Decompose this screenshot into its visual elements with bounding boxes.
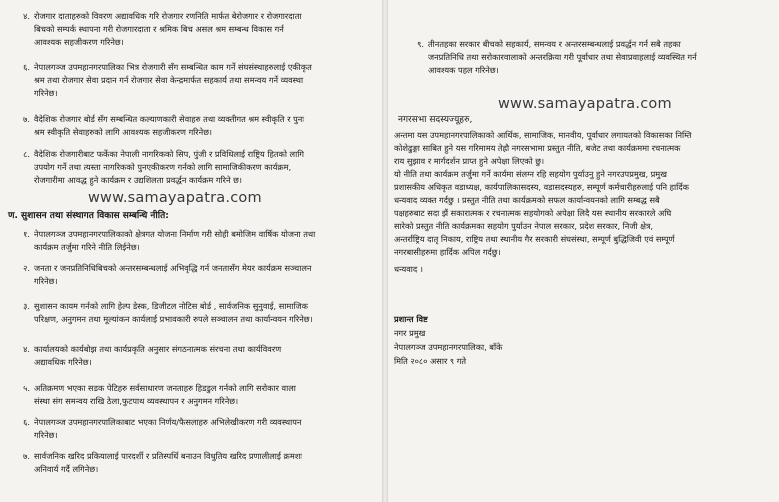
paragraph-line: यो नीति तथा कार्यक्रम तर्जुमा गर्ने कार्यमा संलग्न रहि सहयोग पुर्याउनु हुने नगरउपप्रमुख, प्रमुख xyxy=(394,169,667,179)
item-line: अतिक्रमण भएका सडक पेटिहरु सर्वसाधारण जनताहरु हिडडुल गर्नको लागि सरोकार वाला xyxy=(34,383,296,393)
item-line: उपयोग गर्ने तथा त्यस्ता नागरिकको पुनएकीकरण गर्नको लागि सामाजिकीकरण कार्यक्रम, xyxy=(34,162,292,172)
item-number: १. xyxy=(23,229,30,239)
item-line: श्रम स्वीकृति सेवाहरुको लागि आवश्यक सहजीकरण गरिनेछ। xyxy=(34,127,213,137)
item-line: गरिनेछ। xyxy=(34,430,58,440)
item-line: परिक्षण, अनुगमन तथा मूल्यांकन कार्यलाई प्रभावकारी रुपले सञ्चालन तथा कार्यान्वयन गरिनेछ। xyxy=(34,314,313,324)
item-number: ७. xyxy=(23,451,30,461)
item-number: ७. xyxy=(23,114,30,124)
item-line: अनिवार्य गर्दै लगिनेछ। xyxy=(34,464,99,474)
item-line: सार्वजनिक खरिद प्रकियालाई पारदर्शी र प्रतिस्पर्धि बनाउन विधुतिय खरिद प्रणालीलाई क्रमशः xyxy=(34,451,302,461)
watermark: www.samayapatra.com xyxy=(498,96,672,112)
item-number: ८. xyxy=(23,149,30,159)
paragraph-line: पक्षहरुबाट सदा झैं सकारात्मक र रचनात्मक सहयोगको अपेक्षा लिदै यस स्थानीय सरकारले अघि xyxy=(394,208,672,218)
signatory-title: नगर प्रमुख xyxy=(394,328,426,338)
signatory-office: नेपालगञ्ज उपमहानगरपालिका, बाँके xyxy=(394,342,503,352)
item-line: सुशासन कायम गर्नको लागि हेल्प डेस्क, डिजीटल नोटिस बोर्ड , सार्वजनिक सुनुवाई, सामाजिक xyxy=(34,301,308,311)
paragraph-line: धन्यवाद व्यक्त गर्दछु । प्रस्तुत नीति तथा कार्यक्रमको सफल कार्यान्वयनको लागि सम्बद्ध सबै xyxy=(394,195,660,205)
item-line: संस्था संग समन्वय राखि ठेला,फुटपाथ व्यवस्थापन र अनुगमन गरिनेछ। xyxy=(34,396,239,406)
item-number: ५. xyxy=(23,383,30,393)
watermark: www.samayapatra.com xyxy=(88,190,262,206)
item-line: नेपालगञ्ज उपमहानगरपालिकाबाट भएका निर्णय/फैसलाहरु अभिलेखीकरण गरी व्यवस्थापन xyxy=(34,417,302,427)
item-number: ६. xyxy=(23,62,30,72)
paragraph-line: अन्तर्राष्ट्रिय दातृ निकाय, राष्ट्रिय तथा स्थानीय गैर सरकारी संघसंस्था, सम्पूर्ण बुद्धिजिवी एवं सम्पूर्ण xyxy=(394,234,675,244)
item-line: श्रम तथा रोजगार सेवा प्रदान गर्न रोजगार सेवा केन्द्रमार्फत सहकार्य तथा समन्वय गर्ने व्यवस्था xyxy=(34,75,304,85)
item-line: कार्यालयको कार्यबोझ तथा कार्यप्रकृति अनुसार संगठनात्मक संरचना तथा कार्यविवरण xyxy=(34,344,282,354)
item-line: रोजगारीमा आवद्ध हुने कार्यक्रम र उद्यशिलता प्रवर्द्धन कार्यक्रम गरिने छ। xyxy=(34,175,243,185)
item-line: वैदेशिक रोजगारीबाट फर्केका नेपाली नागरिकको सिप, पुंजी र प्रविधिलाई राष्ट्रिय हितको लागि xyxy=(34,149,304,159)
item-number: ९. xyxy=(417,39,424,49)
item-number: ४. xyxy=(23,344,30,354)
item-line: बिचको सम्पर्क स्थापना गरी रोजगारदाता र श्रमिक बिच असल श्रम सम्बन्ध विकास गर्न xyxy=(34,24,284,34)
item-line: वैदेशिक रोजगार बोर्ड सँग सम्बन्धित कल्याणकारी सेवाहरु तथा व्यक्तीगत श्रम स्वीकृति र पुनः xyxy=(34,114,305,124)
item-line: आवश्यक पहल गरिनेछ। xyxy=(428,65,499,75)
paragraph-line: कोशेढुङ्गा साबित हुने यस गरिमामय तेह्रौ नगरसभामा प्रस्तुत नीति, बजेट तथा कार्यक्रममा रचनात्मक xyxy=(394,143,681,153)
section-heading: नगरसभा सदस्यज्यूहरु, xyxy=(398,115,473,125)
item-line: गरिनेछ। xyxy=(34,88,58,98)
paragraph-line: सारेको प्रस्तुत नीति कार्यक्रमका सहयोग पुर्याउन नेपाल सरकार, प्रदेश सरकार, निजी क्षेत्र, xyxy=(394,221,654,231)
item-line: कार्यक्रम तर्जुमा गरिने नीति लिईनेछ। xyxy=(34,242,140,252)
item-line: नेपालगञ्ज उपमहानगरपालिका भित्र रोजगारी सँग सम्बन्धित काम गर्ने संघसंस्थाहरुलाई एकीकृत xyxy=(34,62,312,72)
item-number: ६. xyxy=(23,417,30,427)
paragraph-line: धन्यवाद । xyxy=(394,264,423,274)
item-line: गरिनेछ। xyxy=(34,276,58,286)
item-line: नेपालगञ्ज उपमहानगरपालिकाको क्षेत्रगत योजना निर्माण गरी सोही बमोजिम वार्षिक योजना तथा xyxy=(34,229,316,239)
paragraph-line: नगरबासीहरुमा हार्दिक अपिल गर्दछु। xyxy=(394,247,501,257)
paragraph-line: प्रशासकीय अधिकृत वडाध्यक्ष, कार्यपालिकासदस्य, वडासदस्यहरु, सम्पूर्ण कर्मचारीहरुलाई पनि हार्दिक xyxy=(394,182,689,192)
section-heading: ण. सुशासन तथा संस्थागत विकास सम्बन्धि नीति: xyxy=(8,211,169,221)
signature-block xyxy=(394,312,502,368)
item-line: तीनतहका सरकार बीचको सहकार्य, समन्वय र अन्तरसम्बन्धलाई प्रवर्द्धन गर्न सबै तहका xyxy=(428,39,681,49)
item-line: अद्यावधिक गरिनेछ। xyxy=(34,357,92,367)
item-line: आवश्यक सहजीकरण गरिनेछ। xyxy=(34,37,124,47)
item-number: ४. xyxy=(23,11,30,21)
item-number: ३. xyxy=(23,301,30,311)
item-line: जनप्रतिनिधि तथा सरोकारवालाको अन्तरक्रिया गरी पूर्वाधार तथा सेवाप्रवाहलाई व्यवस्थित गर्न xyxy=(428,52,697,62)
page-gutter xyxy=(382,0,388,502)
item-line: जनता र जनप्रतिनिधिबिचको अन्तरसम्बन्धलाई अभिवृद्धि गर्न जनतासँग मेयर कार्यक्रम सञ्चालन xyxy=(34,263,312,273)
paragraph-line: अन्तमा यस उपमहानगरपालिकाको आर्थिक, सामाजिक, मानवीय, पूर्वाधार लगायतको विकासका निम्ति xyxy=(394,130,692,140)
item-line: रोजगार दाताहरुको विवरण अद्यावधिक गरि रोजगार रणनिति मार्फत बेरोजगार र रोजगारदाता xyxy=(34,11,302,21)
closing-paragraph xyxy=(394,129,691,276)
paragraph-line: राय सुझाव र मार्गदर्शन प्राप्त हुने अपेक्षा लिएको छु। xyxy=(394,156,545,166)
signatory-name: प्रशान्त विष्ट xyxy=(394,314,428,324)
item-number: २. xyxy=(23,263,30,273)
signature-date: मिति २०८० असार ९ गते xyxy=(394,356,467,366)
